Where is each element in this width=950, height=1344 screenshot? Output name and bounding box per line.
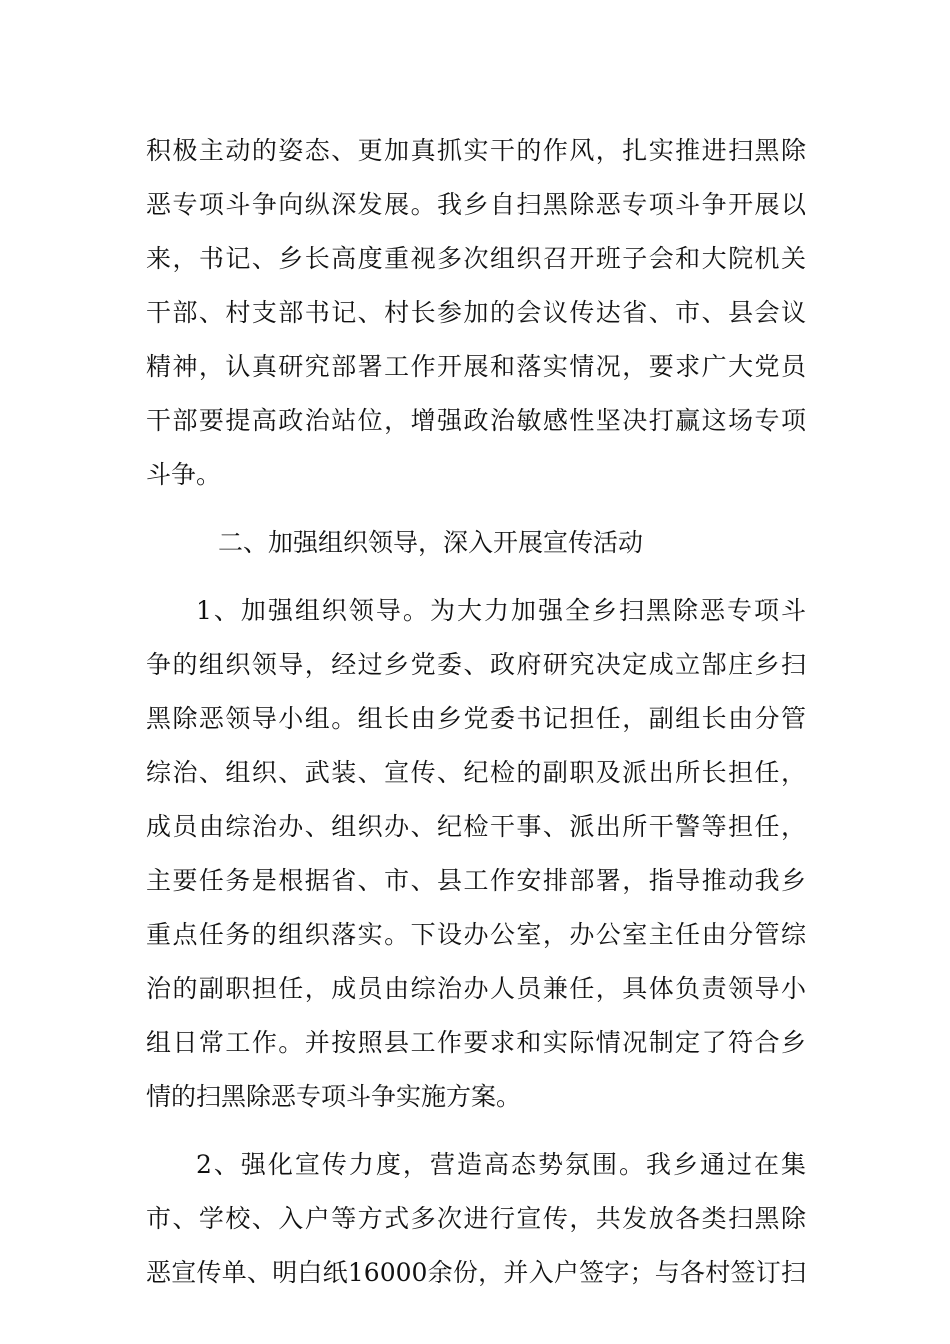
paragraph-2 xyxy=(146,584,806,1124)
text-line: 争的组织领导，经过乡党委、政府研究决定成立郜庄乡扫 xyxy=(146,650,806,679)
text-line: 积极主动的姿态、更加真抓实干的作风，扎实推进扫黑除 xyxy=(146,136,806,165)
text-line: 治的副职担任，成员由综治办人员兼任，具体负责领导小 xyxy=(146,974,806,1003)
text-line: 组日常工作。并按照县工作要求和实际情况制定了符合乡 xyxy=(146,1028,806,1057)
section-heading xyxy=(146,516,806,570)
text-line: 黑除恶领导小组。组长由乡党委书记担任，副组长由分管 xyxy=(146,704,806,733)
text-line: 情的扫黑除恶专项斗争实施方案。 xyxy=(146,1082,522,1111)
text-line: 综治、组织、武装、宣传、纪检的副职及派出所长担任， xyxy=(146,758,806,787)
text-line: 干部要提高政治站位，增强政治敏感性坚决打赢这场专项 xyxy=(146,406,806,435)
paragraph-1 xyxy=(146,124,806,502)
paragraph-3 xyxy=(146,1138,806,1300)
text-line: 重点任务的组织落实。下设办公室，办公室主任由分管综 xyxy=(146,920,806,949)
text-line: 成员由综治办、组织办、纪检干事、派出所干警等担任， xyxy=(146,812,806,841)
text-line: 恶宣传单、明白纸16000余份，并入户签字；与各村签订扫 xyxy=(146,1258,806,1287)
text-line: 2、强化宣传力度，营造高态势氛围。我乡通过在集 xyxy=(196,1150,806,1179)
text-line: 干部、村支部书记、村长参加的会议传达省、市、县会议 xyxy=(146,298,806,327)
text-line: 市、学校、入户等方式多次进行宣传，共发放各类扫黑除 xyxy=(146,1204,806,1233)
text-line: 恶专项斗争向纵深发展。我乡自扫黑除恶专项斗争开展以 xyxy=(146,190,806,219)
text-line: 1、加强组织领导。为大力加强全乡扫黑除恶专项斗 xyxy=(196,596,806,625)
text-line: 精神，认真研究部署工作开展和落实情况，要求广大党员 xyxy=(146,352,806,381)
text-line: 来，书记、乡长高度重视多次组织召开班子会和大院机关 xyxy=(146,244,806,273)
text-line: 主要任务是根据省、市、县工作安排部署，指导推动我乡 xyxy=(146,866,806,895)
document-body xyxy=(146,124,806,1300)
heading-line: 二、加强组织领导，深入开展宣传活动 xyxy=(218,528,644,557)
text-line: 斗争。 xyxy=(146,460,222,489)
